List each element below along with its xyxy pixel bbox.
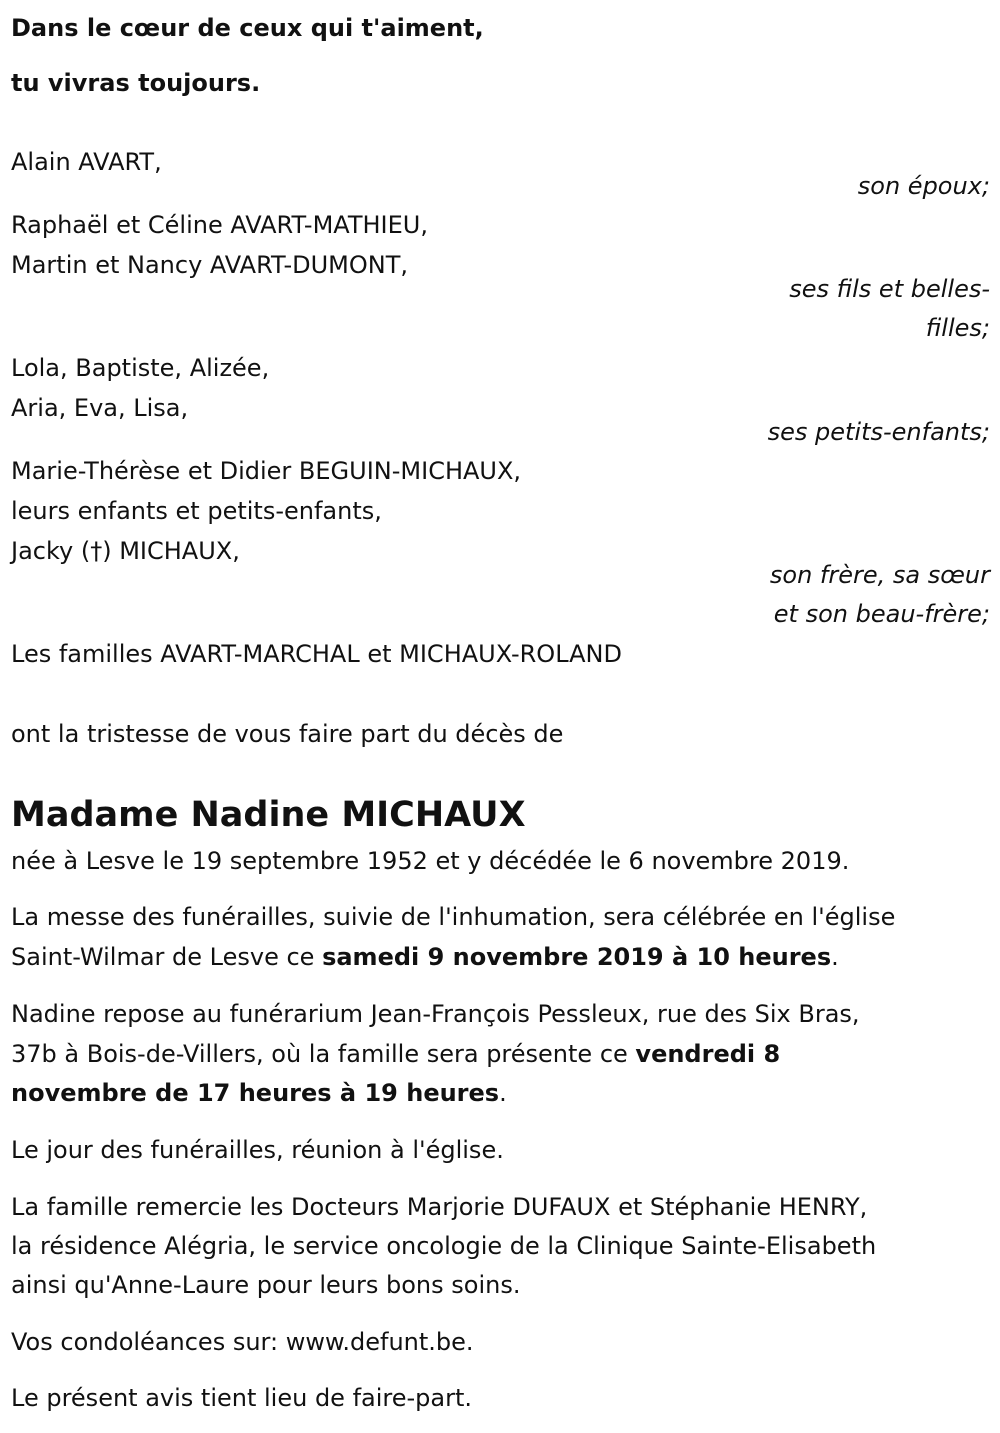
text: . [831,943,839,971]
funeral-line: La messe des funérailles, suivie de l'inhumation, sera célébrée en l'église [11,903,896,931]
family-name: Aria, Eva, Lisa, [11,394,189,422]
funeral-line [11,942,839,972]
family-name: Raphaël et Céline AVART-MATHIEU, [11,211,428,239]
family-relation: son frère, sa sœur [769,561,990,589]
family-relation: et son beau-frère; [773,600,990,628]
epigraph-line: Dans le cœur de ceux qui t'aiment, [11,14,484,42]
visitation-line: Nadine repose au funérarium Jean-François Pessleux, rue des Six Bras, [11,1000,860,1028]
family-name: Les familles AVART-MARCHAL et MICHAUX-ROLAND [11,640,622,668]
family-name: Alain AVART, [11,148,162,176]
text: . [499,1079,507,1107]
visitation-line [11,1078,507,1108]
visitation-line [11,1039,780,1069]
visitation-date: vendredi 8 [635,1040,781,1068]
family-name: Martin et Nancy AVART-DUMONT, [11,251,409,279]
family-relation: ses fils et belles- [789,275,990,303]
epigraph-line: tu vivras toujours. [11,69,261,97]
thanks-line: la résidence Alégria, le service oncologie de la Clinique Sainte-Elisabeth [11,1232,877,1260]
visitation-time: novembre de 17 heures à 19 heures [11,1079,500,1107]
condolences-link[interactable]: Vos condoléances sur: www.defunt.be. [11,1328,474,1356]
text: 37b à Bois-de-Villers, où la famille sera présente ce [11,1040,636,1068]
family-relation: filles; [925,314,990,342]
funeral-date: samedi 9 novembre 2019 à 10 heures [322,943,832,971]
deceased-name: Madame Nadine MICHAUX [11,795,526,835]
thanks-line: La famille remercie les Docteurs Marjorie DUFAUX et Stéphanie HENRY, [11,1193,868,1221]
notice: Le présent avis tient lieu de faire-part. [11,1384,473,1412]
family-name: Lola, Baptiste, Alizée, [11,354,270,382]
announcement: ont la tristesse de vous faire part du décès de [11,720,564,748]
family-name: Jacky (†) MICHAUX, [11,537,240,565]
family-relation: son époux; [857,172,990,200]
text: Saint-Wilmar de Lesve ce [11,943,323,971]
thanks-line: ainsi qu'Anne-Laure pour leurs bons soins. [11,1271,521,1299]
family-relation: ses petits-enfants; [767,418,990,446]
birth-death: née à Lesve le 19 septembre 1952 et y décédée le 6 novembre 2019. [11,847,850,875]
meeting-note: Le jour des funérailles, réunion à l'église. [11,1136,504,1164]
family-name: Marie-Thérèse et Didier BEGUIN-MICHAUX, [11,457,522,485]
family-name: leurs enfants et petits-enfants, [11,497,382,525]
